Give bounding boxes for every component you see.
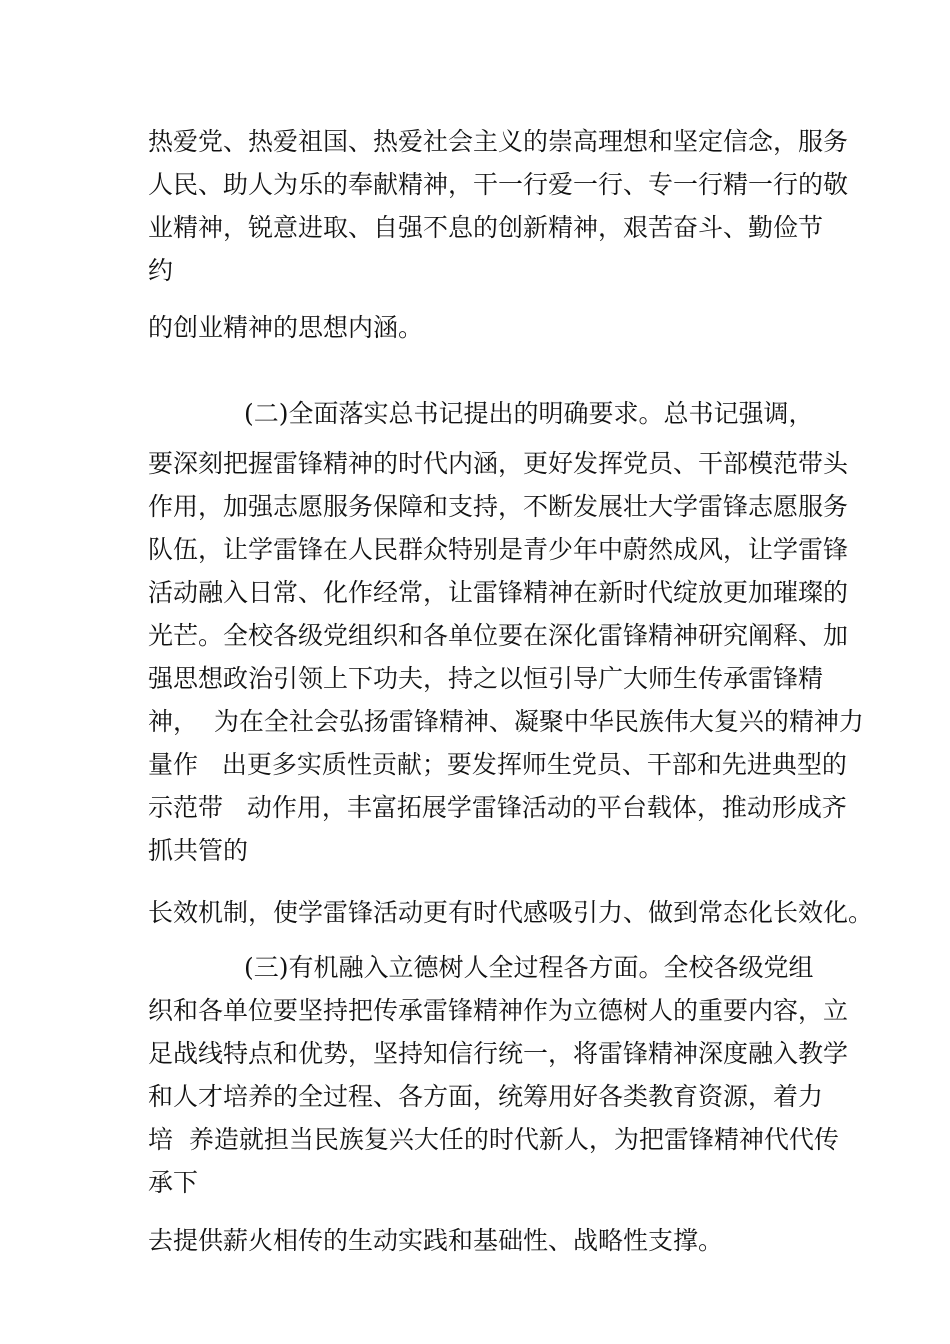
text-line: 去提供薪火相传的生动实践和基础性、战略性支撑。 (148, 1226, 724, 1255)
text-line: 光芒。全校各级党组织和各单位要在深化雷锋精神研究阐释、加 (148, 621, 849, 650)
text-line: 足战线特点和优势，坚持知信行统一，将雷锋精神深度融入教学 (148, 1039, 849, 1068)
text-line: 业精神，锐意进取、自强不息的创新精神，艰苦奋斗、勤俭节 (148, 213, 824, 242)
text-line: 量作 出更多实质性贡献；要发挥师生党员、干部和先进典型的 (148, 750, 847, 779)
text-line: 人民、助人为乐的奉献精神，干一行爱一行、专一行精一行的敬 (148, 170, 849, 199)
text-line: 约 (148, 256, 174, 285)
text-line: 队伍，让学雷锋在人民群众特别是青少年中蔚然成风，让学雷锋 (148, 535, 849, 564)
text-line: 长效机制，使学雷锋活动更有时代感吸引力、做到常态化长效化。 (148, 898, 874, 927)
text-line: 作用，加强志愿服务保障和支持，不断发展壮大学雷锋志愿服务 (148, 492, 849, 521)
text-line: 示范带 动作用，丰富拓展学雷锋活动的平台载体，推动形成齐 (148, 793, 847, 822)
text-line: 织和各单位要坚持把传承雷锋精神作为立德树人的重要内容，立 (148, 996, 849, 1025)
text-line: 神， 为在全社会弘扬雷锋精神、凝聚中华民族伟大复兴的精神力 (148, 707, 864, 736)
text-line: 承下 (148, 1168, 199, 1197)
text-line: 的创业精神的思想内涵。 (148, 313, 424, 342)
text-line: 活动融入日常、化作经常，让雷锋精神在新时代绽放更加璀璨的 (148, 578, 849, 607)
text-line: 培 养造就担当民族复兴大任的时代新人，为把雷锋精神代代传 (148, 1125, 839, 1154)
text-line: 强思想政治引领上下功夫，持之以恒引导广大师生传承雷锋精 (148, 664, 824, 693)
text-line: 抓共管的 (148, 836, 249, 865)
text-line: 和人才培养的全过程、各方面，统筹用好各类教育资源，着力 (148, 1082, 824, 1111)
section-heading-line: (三)有机融入立德树人全过程各方面。全校各级党组 (244, 953, 814, 982)
text-line: 热爱党、热爱祖国、热爱社会主义的崇高理想和坚定信念，服务 (148, 127, 849, 156)
text-line: 要深刻把握雷锋精神的时代内涵，更好发挥党员、干部模范带头 (148, 449, 849, 478)
section-heading-line: (二)全面落实总书记提出的明确要求。总书记强调， (244, 399, 814, 428)
